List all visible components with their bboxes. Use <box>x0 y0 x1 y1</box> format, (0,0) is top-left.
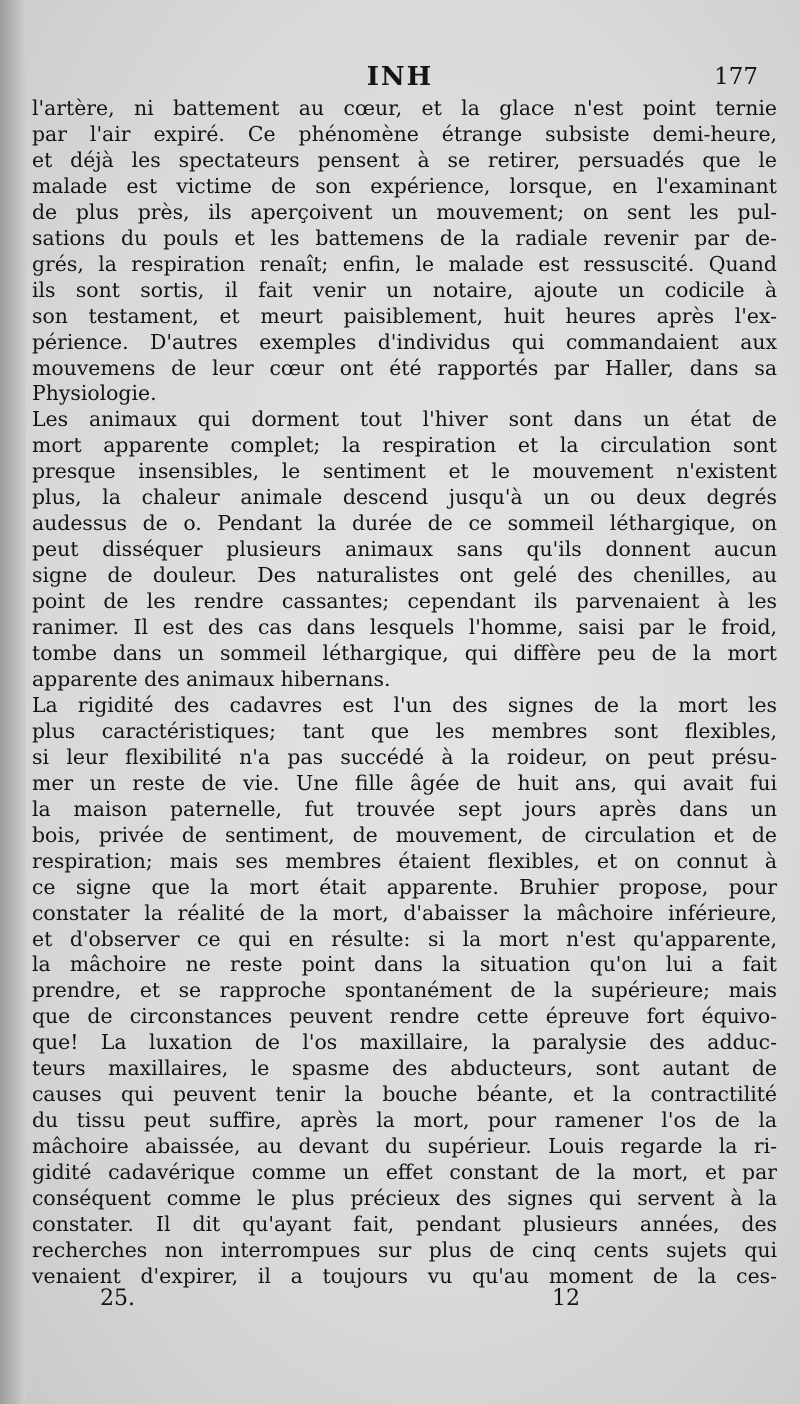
text-line: recherches non interrompues sur plus de cinq cents sujets qui <box>32 1237 777 1262</box>
text-line: si leur flexibilité n'a pas succédé à la roideur, on peut présu- <box>32 744 777 769</box>
text-line: venaient d'expirer, il a toujours vu qu'au moment de la ces- <box>32 1263 777 1288</box>
page-number: 177 <box>714 64 758 90</box>
text-line: que de circonstances peuvent rendre cette épreuve fort équivo- <box>32 1004 777 1029</box>
text-line: signe de douleur. Des naturalistes ont gelé des chenilles, au <box>32 563 777 588</box>
text-line: ce signe que la mort était apparente. Bruhier propose, pour <box>32 874 777 899</box>
text-line: point de les rendre cassantes; cependant ils parvenaient à les <box>32 589 777 614</box>
text-line: l'artère, ni battement au cœur, et la glace n'est point ternie <box>32 96 777 120</box>
text-line: et d'observer ce qui en résulte: si la mort n'est qu'apparente, <box>32 926 777 951</box>
text-line: teurs maxillaires, le spasme des abducteurs, sont autant de <box>32 1056 777 1081</box>
text-line: mouvemens de leur cœur ont été rapportés par Haller, dans sa <box>32 355 777 380</box>
text-line: la maison paternelle, fut trouvée sept jours après dans un <box>32 796 777 821</box>
text-line: causes qui peuvent tenir la bouche béante, et la contractilité <box>32 1082 777 1107</box>
text-line: périence. D'autres exemples d'individus qui commandaient aux <box>32 329 777 354</box>
text-line: ils sont sortis, il fait venir un notaire, ajoute un codicile à <box>32 277 777 302</box>
text-line: mâchoire abaissée, au devant du supérieur. Louis regarde la ri- <box>32 1134 777 1159</box>
text-line: grés, la respiration renaît; enfin, le malade est ressuscité. Quand <box>32 251 777 276</box>
text-line: ranimer. Il est des cas dans lesquels l'homme, saisi par le froid, <box>32 615 777 640</box>
text-line: presque insensibles, le sentiment et le mouvement n'existent <box>32 459 777 484</box>
text-line: son testament, et meurt paisiblement, huit heures après l'ex- <box>32 303 777 328</box>
text-line: bois, privée de sentiment, de mouvement, de circulation et de <box>32 822 777 847</box>
page-gutter-shadow <box>0 0 26 1404</box>
text-line: audessus de o. Pendant la durée de ce sommeil léthargique, on <box>32 511 777 536</box>
text-line: mer un reste de vie. Une fille âgée de huit ans, qui avait fui <box>32 770 777 795</box>
text-line: par l'air expiré. Ce phénomène étrange subsiste demi-heure, <box>32 121 777 146</box>
text-line: la mâchoire ne reste point dans la situation qu'on lui a fait <box>32 952 777 977</box>
text-line: malade est victime de son expérience, lorsque, en l'examinant <box>32 173 777 198</box>
text-line: plus caractéristiques; tant que les membres sont flexibles, <box>32 718 777 743</box>
text-line: La rigidité des cadavres est l'un des signes de la mort les <box>32 692 777 717</box>
text-line: que! La luxation de l'os maxillaire, la paralysie des adduc- <box>32 1030 777 1055</box>
text-line: de plus près, ils aperçoivent un mouvement; on sent les pul- <box>32 199 777 224</box>
text-line: mort apparente complet; la respiration et la circulation sont <box>32 433 777 458</box>
text-line: respiration; mais ses membres étaient flexibles, et on connut à <box>32 848 777 873</box>
text-line: conséquent comme le plus précieux des signes qui servent à la <box>32 1186 777 1211</box>
text-line: sations du pouls et les battemens de la radiale revenir par de- <box>32 225 777 250</box>
text-line: gidité cadavérique comme un effet constant de la mort, et par <box>32 1160 777 1185</box>
text-line: Les animaux qui dorment tout l'hiver sont dans un état de <box>32 407 777 432</box>
text-line: peut disséquer plusieurs animaux sans qu'ils donnent aucun <box>32 537 777 562</box>
text-line: prendre, et se rapproche spontanément de la supérieure; mais <box>32 978 777 1003</box>
quire-mark: 12 <box>552 1286 580 1311</box>
body-text <box>32 96 777 1290</box>
text-line: et déjà les spectateurs pensent à se retirer, persuadés que le <box>32 147 777 172</box>
running-head <box>30 62 770 96</box>
text-line: du tissu peut suffire, après la mort, pour ramener l'os de la <box>32 1108 777 1133</box>
page-footer <box>100 1286 580 1316</box>
text-line: constater. Il dit qu'ayant fait, pendant plusieurs années, des <box>32 1211 777 1236</box>
text-line: constater la réalité de la mort, d'abaisser la mâchoire inférieure, <box>32 900 777 925</box>
text-line: plus, la chaleur animale descend jusqu'à un ou deux degrés <box>32 485 777 510</box>
signature-mark: 25. <box>100 1286 135 1311</box>
text-line: tombe dans un sommeil léthargique, qui diffère peu de la mort <box>32 641 777 666</box>
running-head-title: INH <box>366 62 434 92</box>
text-line: Physiologie. <box>32 381 157 406</box>
text-line: apparente des animaux hibernans. <box>32 666 391 691</box>
